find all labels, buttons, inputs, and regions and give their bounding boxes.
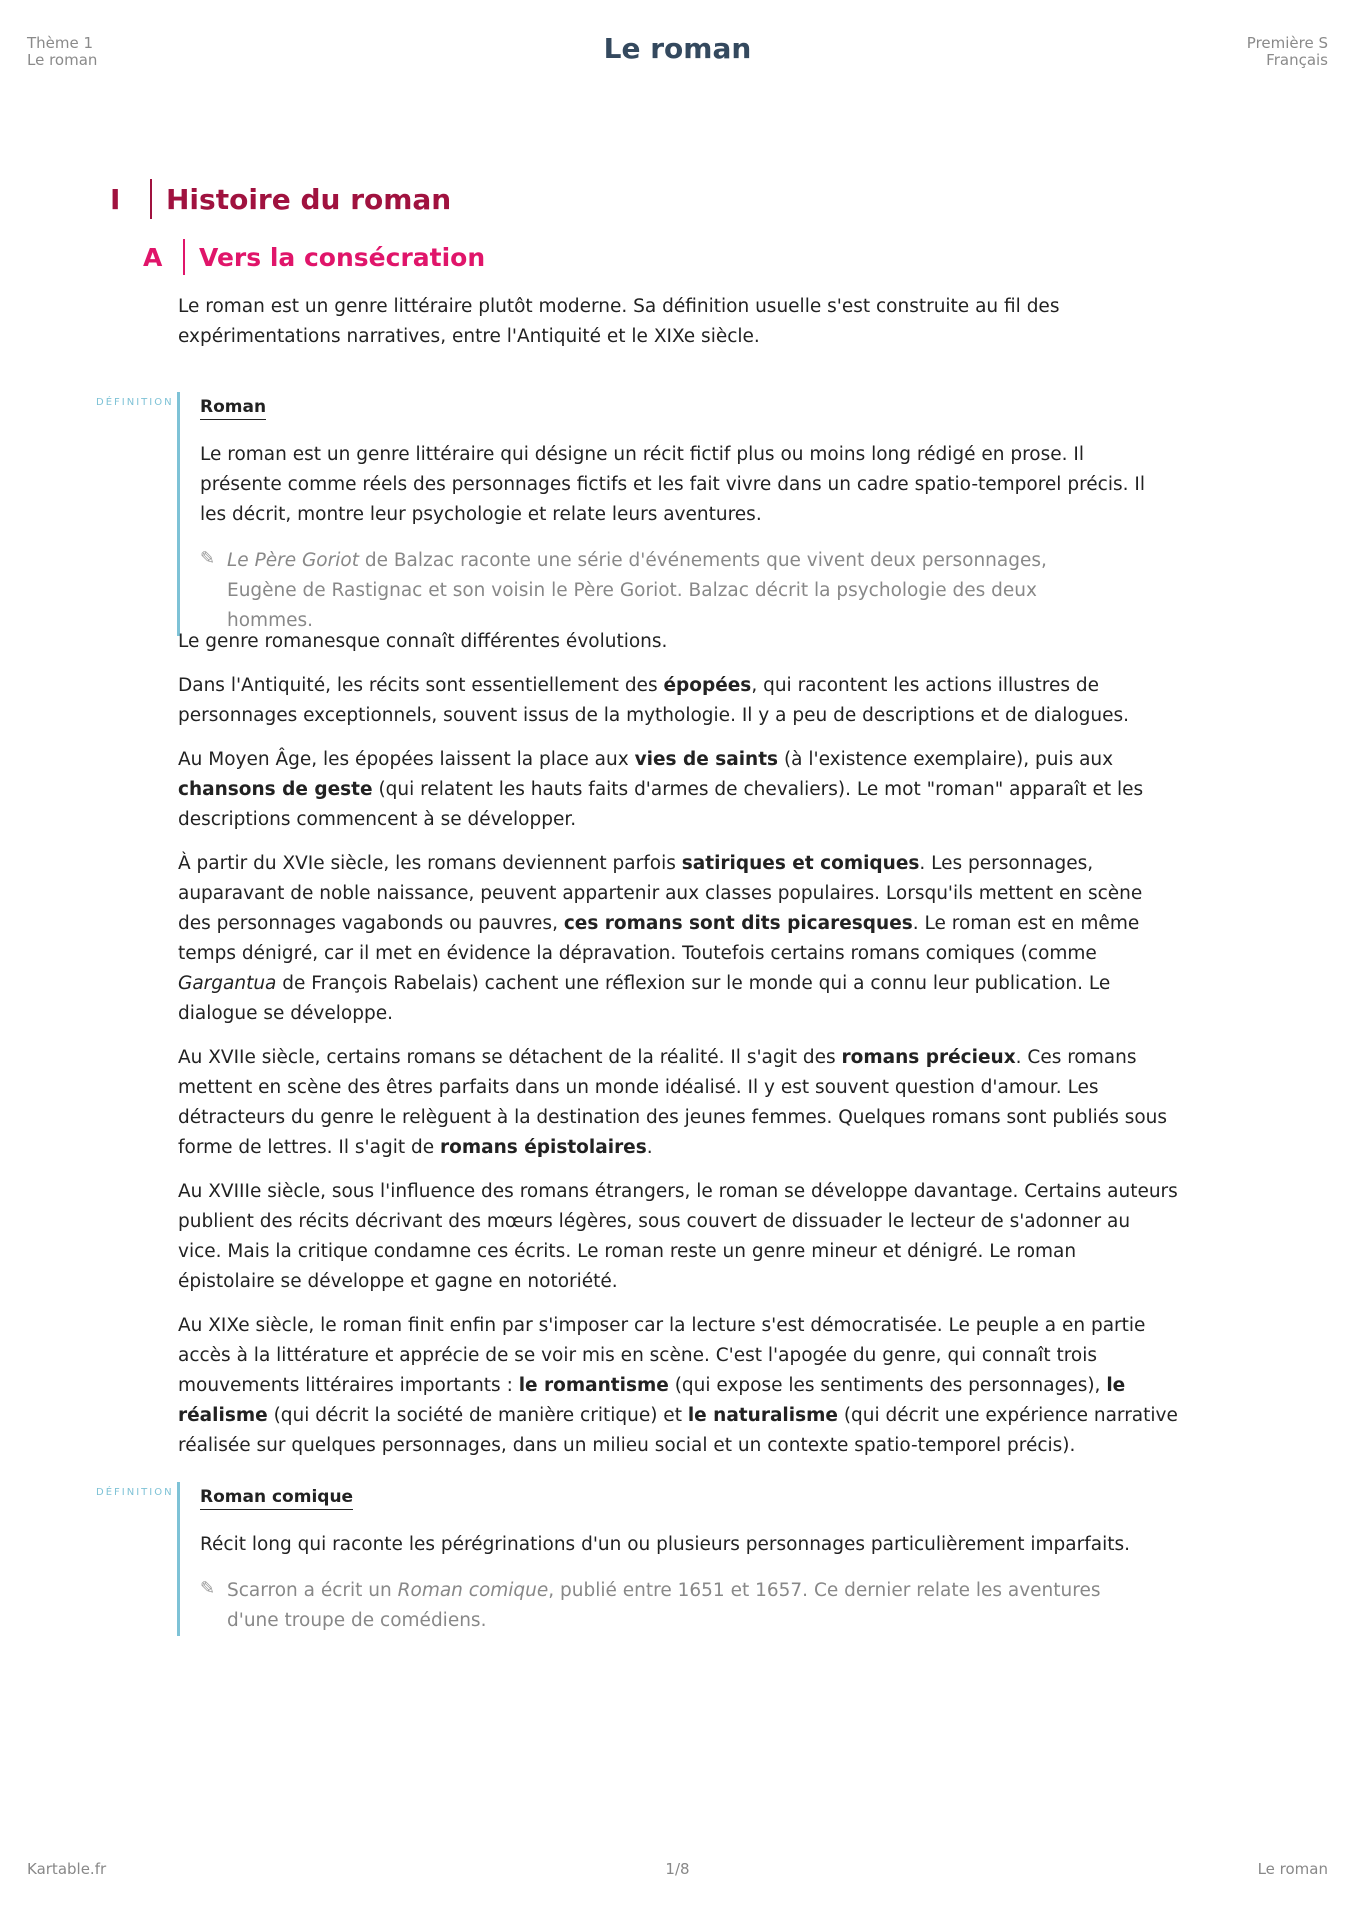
main-text <box>178 627 1178 1475</box>
footer-site: Kartable.fr <box>27 1860 107 1878</box>
subsection-number: A <box>143 242 163 272</box>
paragraph-antiquite: Dans l'Antiquité, les récits sont essentiellement des épopées, qui racontent les actions illustres de personnages exceptionnels, souvent issus de la mythologie. Il y a peu de descriptions et de dialogues. <box>178 675 1130 726</box>
pencil-icon: ✎ <box>200 1578 216 1599</box>
document-title: Le roman <box>603 32 752 65</box>
subsection-title: Vers la consécration <box>199 242 486 272</box>
definition-box-roman <box>177 392 1200 636</box>
section-title: Histoire du roman <box>166 182 452 216</box>
paragraph-xviie: Au XVIIe siècle, certains romans se détachent de la réalité. Il s'agit des romans précieux. Ces romans mettent en scène des êtres parfaits dans un monde idéalisé. Il y est souvent question d'amour. Les détracteurs du genre le relèguent à la destination des jeunes femmes. Quelques romans sont publiés sous forme de lettres. Il s'agit de romans épistolaires. <box>178 1047 1168 1158</box>
subsection-heading <box>143 236 485 278</box>
header-level: Première S <box>1246 34 1328 52</box>
definition-example-2: ✎ Scarron a écrit un Roman comique, publié entre 1651 et 1657. Ce dernier relate les aventures d'une troupe de comédiens. <box>200 1576 1200 1636</box>
footer-page-number: 1/8 <box>665 1860 690 1878</box>
definition-box-roman-comique <box>177 1482 1200 1636</box>
header-chapter: Le roman <box>27 51 98 69</box>
definition-label-2: DÉFINITION <box>96 1487 174 1498</box>
definition-label: DÉFINITION <box>96 397 174 408</box>
example-work-title-2: Roman comique <box>397 1580 549 1601</box>
example-work-title: Le Père Goriot <box>227 550 359 571</box>
header-theme: Thème 1 <box>27 34 94 52</box>
definition-title: Roman <box>200 395 266 420</box>
paragraph-xvie: À partir du XVIe siècle, les romans deviennent parfois satiriques et comiques. Les personnages, auparavant de noble naissance, peuvent appartenir aux classes populaires. Lorsqu'ils mettent en scène des personnages vagabonds ou pauvres, ces romans sont dits picaresques. Le roman est en même temps dénigré, car il met en évidence la dépravation. Toutefois certains romans comiques (comme Gargantua de François Rabelais) cachent une réflexion sur le monde qui a connu leur publication. Le dialogue se développe. <box>178 853 1143 1024</box>
example-text: de Balzac raconte une série d'événements que vivent deux personnages, Eugène de Rastignac et son voisin le Père Goriot. Balzac décrit la psychologie des deux hommes. <box>227 550 1047 631</box>
section-number: I <box>110 182 121 216</box>
header-right <box>1247 35 1328 69</box>
intro-paragraph: Le roman est un genre littéraire plutôt moderne. Sa définition usuelle s'est construite au fil des expérimentations narratives, entre l'Antiquité et le XIXe siècle. <box>178 296 1060 347</box>
section-heading <box>110 178 451 220</box>
subsection-divider <box>183 239 185 275</box>
footer-chapter: Le roman <box>1257 1860 1328 1878</box>
paragraph-moyen-age: Au Moyen Âge, les épopées laissent la place aux vies de saints (à l'existence exemplaire), puis aux chansons de geste (qui relatent les hauts faits d'armes de chevaliers). Le mot "roman" apparaît et les descriptions commencent à se développer. <box>178 749 1144 830</box>
pencil-icon: ✎ <box>200 548 216 569</box>
header-subject: Français <box>1266 51 1328 69</box>
paragraph-evolutions: Le genre romanesque connaît différentes évolutions. <box>178 631 668 652</box>
definition-title-2: Roman comique <box>200 1485 353 1510</box>
definition-text-2: Récit long qui raconte les pérégrinations d'un ou plusieurs personnages particulièrement imparfaits. <box>200 1534 1130 1555</box>
definition-example <box>200 546 1200 636</box>
paragraph-xixe: Au XIXe siècle, le roman finit enfin par s'imposer car la lecture s'est démocratisée. Le peuple a en partie accès à la littérature et apprécie de se voir mis en scène. C'est l'apogée du genre, qui connaît trois mouvements littéraires importants : le romantisme (qui expose les sentiments des personnages), le réalisme (qui décrit la société de manière critique) et le naturalisme (qui décrit une expérience narrative réalisée sur quelques personnages, dans un milieu social et un contexte spatio-temporel précis). <box>178 1315 1178 1456</box>
definition-text: Le roman est un genre littéraire qui désigne un récit fictif plus ou moins long rédigé en prose. Il présente comme réels des personnages fictifs et les fait vivre dans un cadre spatio-temporel précis. Il les décrit, montre leur psychologie et relate leurs aventures. <box>200 444 1145 525</box>
intro-block <box>178 292 1178 366</box>
paragraph-xviiie: Au XVIIIe siècle, sous l'influence des romans étrangers, le roman se développe davantage. Certains auteurs publient des récits décrivant des mœurs légères, sous couvert de dissuader le lecteur de s'adonner au vice. Mais la critique condamne ces écrits. Le roman reste un genre mineur et dénigré. Le roman épistolaire se développe et gagne en notoriété. <box>178 1181 1178 1292</box>
section-divider <box>150 179 152 219</box>
